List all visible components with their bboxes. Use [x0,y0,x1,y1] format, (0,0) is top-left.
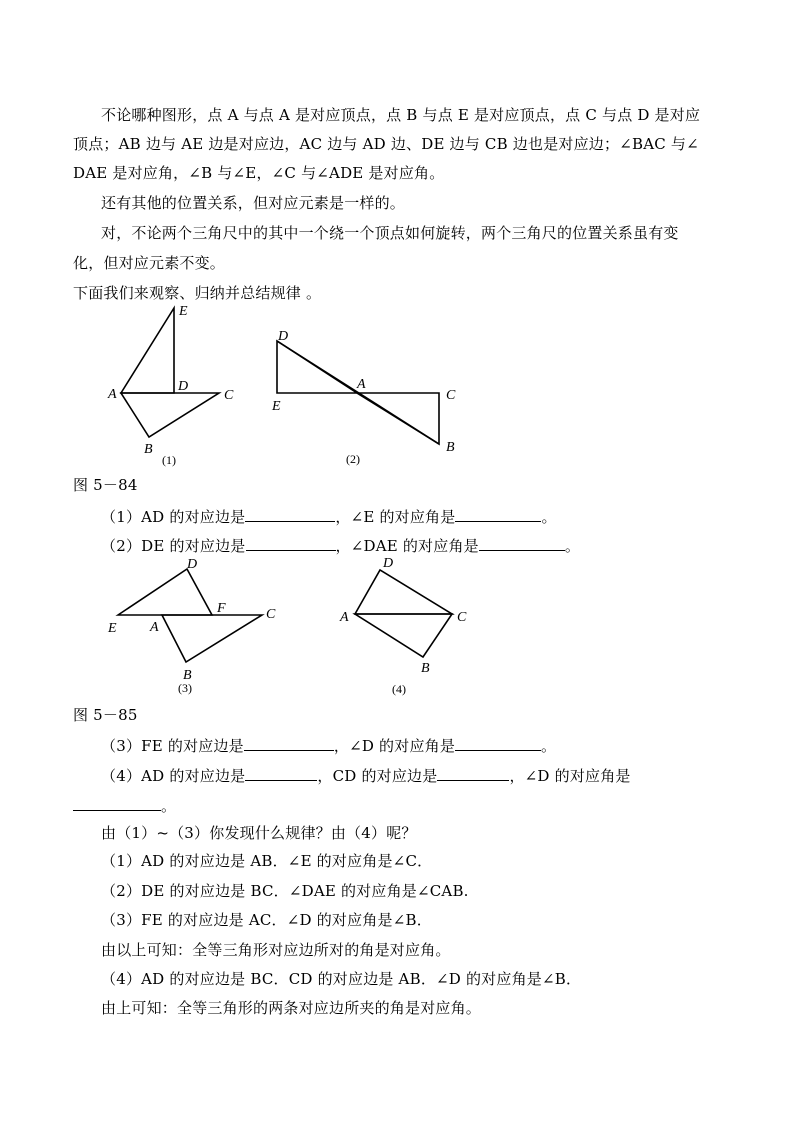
triangle-dea [277,341,357,393]
answer-blank[interactable] [246,535,336,551]
answer-blank[interactable] [73,795,161,811]
intro-line-3: DAE 是对应角，∠B 与∠E，∠C 与∠ADE 是对应角。 [73,164,445,182]
answers-prompt: 由（1）~（3）你发现什么规律？由（4）呢？ [101,824,417,842]
intro-line-5: 对，不论两个三角尺中的其中一个绕一个顶点如何旋转，两个三角尺的位置关系虽有变 [101,224,679,242]
label-a: A [150,620,159,635]
answer-blank[interactable] [455,735,541,751]
question-4 [101,765,631,786]
caption-3: (3) [178,681,192,695]
question-2-text-a: （2）DE 的对应边是 [101,537,246,555]
question-1-text-c: 。 [541,508,557,526]
label-b: B [144,442,153,457]
triangle-acb [162,615,262,662]
label-c: C [457,610,467,625]
caption-1: (1) [162,453,176,467]
triangle-edf [118,569,212,615]
intro-line-7: 下面我们来观察、归纳并总结规律 。 [73,284,322,302]
rule-1: 由以上可知：全等三角形对应边所对的角是对应角。 [101,941,451,959]
question-1-text-a: （1）AD 的对应边是 [101,508,246,526]
intro-line-4: 还有其他的位置关系，但对应元素是一样的。 [101,194,406,212]
question-2-text-b: ，∠DAE 的对应角是 [335,537,479,555]
label-b: B [421,661,430,676]
caption-2: (2) [346,452,360,466]
label-c: C [224,388,234,403]
label-e: E [108,621,117,636]
answer-blank[interactable] [479,535,565,551]
triangle-acb [355,614,452,657]
label-f: F [217,601,226,616]
label-a: A [340,610,349,625]
figure-84-caption: 图 5－84 [73,476,138,494]
answer-2: （2）DE 的对应边是 BC．∠DAE 的对应角是∠CAB. [101,882,469,900]
figure-85-caption: 图 5－85 [73,706,138,724]
question-2 [101,535,580,556]
answer-blank[interactable] [245,765,317,781]
answer-1: （1）AD 的对应边是 AB．∠E 的对应角是∠C． [101,852,433,870]
label-b: B [183,668,192,683]
question-3-text-b: ，∠D 的对应角是 [333,737,456,755]
triangle-adc [355,570,452,614]
question-2-text-c: 。 [564,537,581,555]
triangle-ade [121,308,174,393]
label-c: C [266,607,276,622]
question-4-text-a: （4）AD 的对应边是 [101,767,246,785]
label-e: E [272,399,281,414]
intro-line-1: 不论哪种图形，点 A 与点 A 是对应顶点，点 B 与点 E 是对应顶点，点 C 与点 D 是对应 [101,106,701,124]
label-e: E [179,304,188,319]
answer-4: （4）AD 的对应边是 BC．CD 的对应边是 AB．∠D 的对应角是∠B． [101,970,582,988]
label-d: D [178,379,189,394]
answer-blank[interactable] [455,506,541,522]
triangle-abc [121,393,219,437]
intro-line-6: 化，但对应元素不变。 [73,254,226,272]
caption-4: (4) [392,682,406,696]
triangle-acb [357,393,439,444]
question-4-text-d: 。 [161,797,177,815]
answer-blank[interactable] [245,506,335,522]
question-3-text-c: 。 [541,737,557,755]
question-4-text-b: ，CD 的对应边是 [317,767,438,785]
question-1 [101,506,557,527]
question-1-text-b: ，∠E 的对应角是 [335,508,456,526]
label-d: D [383,556,394,571]
label-b: B [446,440,455,455]
label-c: C [446,388,456,403]
answer-3: （3）FE 的对应边是 AC．∠D 的对应角是∠B． [101,911,432,929]
intro-line-2: 顶点；AB 边与 AE 边是对应边，AC 边与 AD 边、DE 边与 CB 边也是对应边；∠BAC 与∠ [73,135,699,153]
label-a: A [108,387,117,402]
question-3 [101,735,556,756]
question-4-text-c: ，∠D 的对应角是 [509,767,631,785]
answer-blank[interactable] [244,735,334,751]
label-a: A [357,377,366,392]
rule-2: 由上可知：全等三角形的两条对应边所夹的角是对应角。 [101,999,482,1017]
answer-blank[interactable] [437,765,509,781]
label-d: D [187,557,198,572]
question-4-continued [73,795,176,816]
label-d: D [278,329,289,344]
question-3-text-a: （3）FE 的对应边是 [101,737,244,755]
